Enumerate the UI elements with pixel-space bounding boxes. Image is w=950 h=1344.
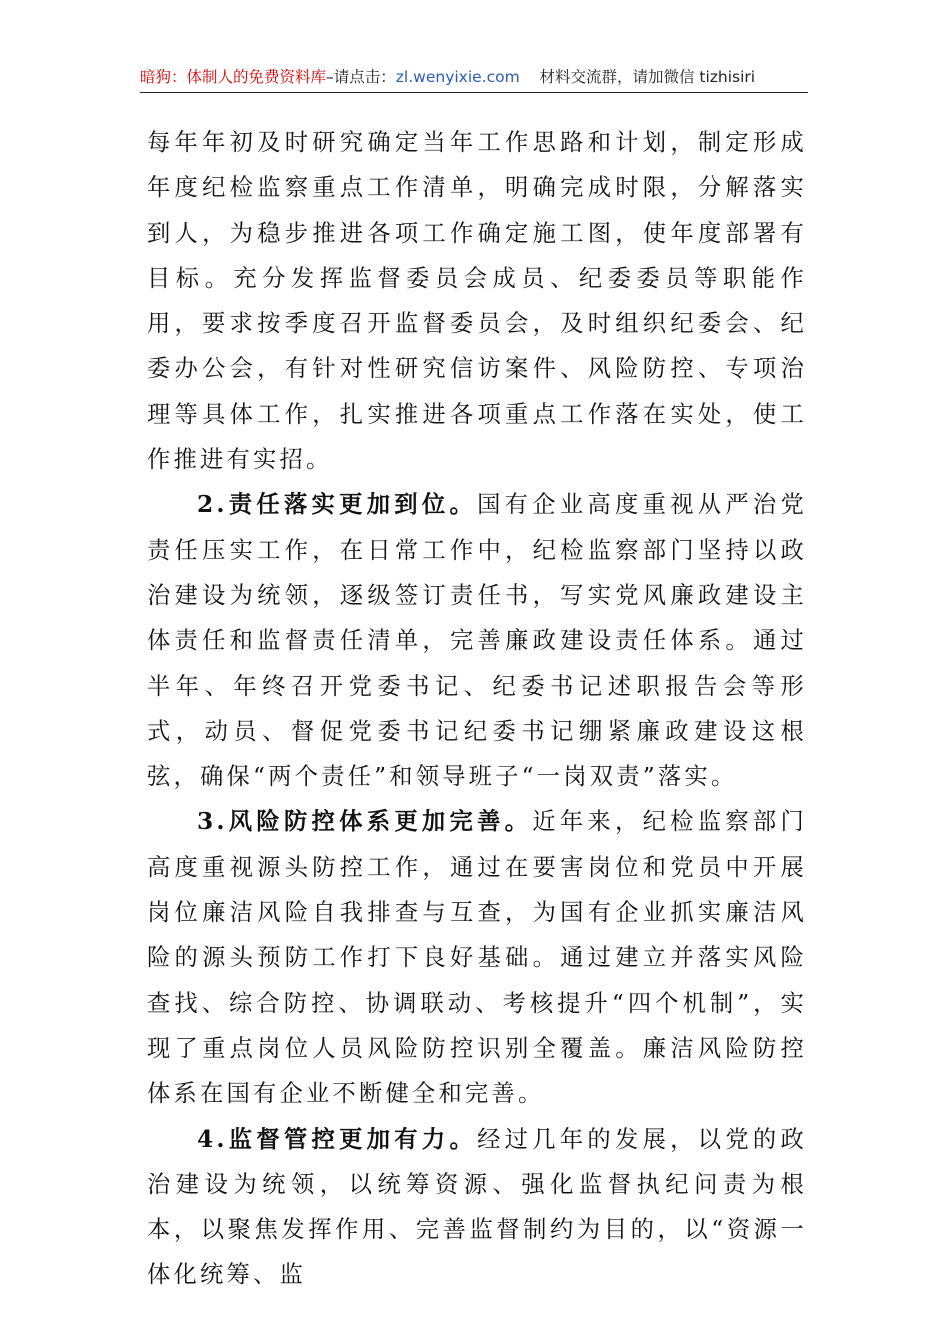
paragraph-1 — [147, 120, 807, 482]
document-body — [147, 120, 807, 1298]
paragraph-1-text: 每年年初及时研究确定当年工作思路和计划，制定形成年度纪检监察重点工作清单，明确完成时限，分解落实到人，为稳步推进各项工作确定施工图，使年度部署有目标。充分发挥监督委员会成员、纪委委员等职能作用，要求按季度召开监督委员会，及时组织纪委会、纪委办公会，有针对性研究信访案件、风险防控、专项治理等具体工作，扎实推进各项重点工作落在实处，使工作推进有实招。 — [147, 129, 807, 474]
paragraph-2-heading: 2.责任落实更加到位。 — [197, 491, 478, 519]
paragraph-2-text: 国有企业高度重视从严治党责任压实工作，在日常工作中，纪检监察部门坚持以政治建设为统领，逐级签订责任书，写实党风廉政建设主体责任和监督责任清单，完善廉政建设责任体系。通过半年、年终召开党委书记、纪委书记述职报告会等形式，动员、督促党委书记纪委书记绷紧廉政建设这根弦，确保“两个责任”和领导班子“一岗双责”落实。 — [147, 491, 807, 791]
paragraph-3-text: 近年来，纪检监察部门高度重视源头防控工作，通过在要害岗位和党员中开展岗位廉洁风险自我排查与互查，为国有企业抓实廉洁风险的源头预防工作打下良好基础。通过建立并落实风险查找、综合防控、协调联动、考核提升“四个机制”，实现了重点岗位人员风险防控识别全覆盖。廉洁风险防控体系在国有企业不断健全和完善。 — [147, 808, 808, 1108]
paragraph-4 — [147, 1117, 807, 1298]
paragraph-3 — [147, 799, 807, 1116]
header-site-label: 暗狗：体制人的免费资料库 — [140, 68, 327, 86]
paragraph-4-heading: 4.监督管控更加有力。 — [197, 1125, 478, 1153]
paragraph-3-heading: 3.风险防控体系更加完善。 — [197, 808, 533, 836]
paragraph-4-text: 经过几年的发展，以党的政治建设为统领，以统筹资源、强化监督执纪问责为根本，以聚焦发挥作用、完善监督制约为目的，以“资源一体化统筹、监 — [147, 1125, 807, 1289]
header-wechat-note: 材料交流群，请加微信 tizhisiri — [539, 68, 756, 86]
paragraph-2 — [147, 482, 807, 799]
header-site-link[interactable]: zl.wenyixie.com — [395, 68, 520, 86]
page-header — [140, 62, 808, 93]
header-click-prompt: –请点击： — [326, 68, 396, 86]
